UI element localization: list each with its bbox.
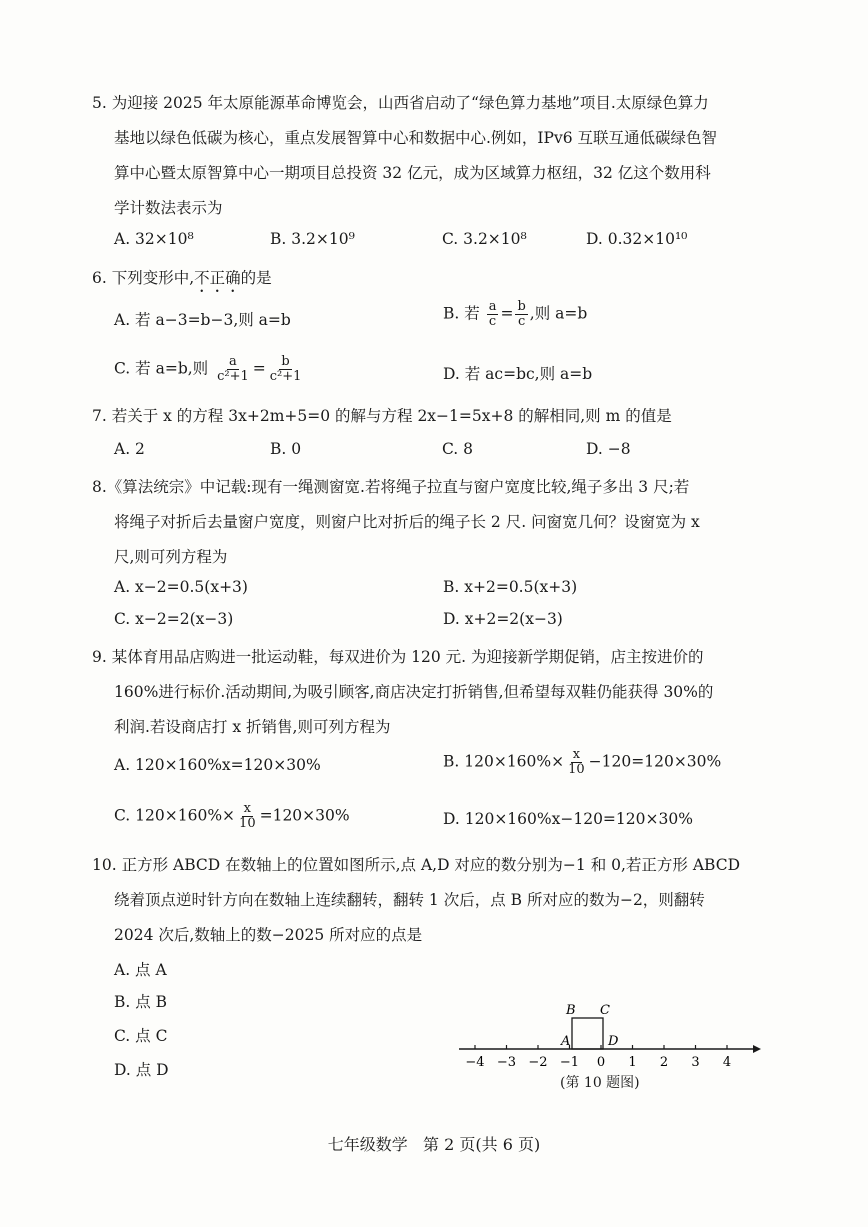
tick-label: −4 — [465, 1055, 485, 1070]
question-10-option-d: D. 点 D — [114, 1061, 169, 1079]
number-line-arrow-icon — [753, 1045, 761, 1053]
tick-label: −3 — [496, 1055, 517, 1070]
question-5-line-1: 5. 为迎接 2025 年太原能源革命博览会，山西省启动了“绿色算力基地”项目.太原绿色算力 — [92, 94, 709, 112]
tick-label: 2 — [659, 1055, 669, 1070]
question-5-option-c: C. 3.2×10⁸ — [442, 230, 527, 248]
question-10-option-c: C. 点 C — [114, 1027, 168, 1045]
question-6-prefix: 6. 下列变形中, — [92, 269, 195, 287]
question-5-option-d: D. 0.32×10¹⁰ — [586, 230, 688, 248]
question-9-option-b: B. 120×160%× $\frac{x}{10}$ −120=120×30% — [443, 747, 722, 777]
question-6-suffix: 的是 — [240, 269, 272, 287]
question-5-line-2: 基地以绿色低碳为核心，重点发展智算中心和数据中心.例如，IPv6 互联互通低碳绿色智 — [114, 129, 718, 147]
tick-label: 0 — [596, 1055, 606, 1070]
vertex-label-c: C — [600, 1003, 610, 1018]
question-7-option-c: C. 8 — [442, 440, 474, 458]
question-6-emphasis: 不正确 — [194, 269, 241, 287]
question-7-option-a: A. 2 — [114, 440, 145, 458]
tick-label: 1 — [628, 1055, 637, 1070]
vertex-label-b: B — [566, 1003, 576, 1018]
question-10-option-a: A. 点 A — [114, 961, 167, 979]
question-9-option-d: D. 120×160%x−120=120×30% — [443, 810, 693, 828]
question-9-option-c: C. 120×160%× $\frac{x}{10}$ =120×30% — [114, 801, 350, 831]
question-10-option-b: B. 点 B — [114, 993, 168, 1011]
question-8-option-b: B. x+2=0.5(x+3) — [443, 578, 578, 596]
question-5-option-a: A. 32×10⁸ — [114, 230, 194, 248]
tick-label: −2 — [528, 1055, 548, 1070]
fraction: $\frac{b}{\text{c²+1}}$ — [269, 354, 302, 384]
question-8-option-c: C. x−2=2(x−3) — [114, 610, 234, 628]
question-10-line-2: 绕着顶点逆时针方向在数轴上连续翻转，翻转 1 次后，点 B 所对应的数为−2，则翻转 — [114, 891, 705, 909]
vertex-label-d: D — [608, 1034, 619, 1049]
question-6-stem — [92, 266, 272, 296]
fraction: $\frac{x}{10}$ — [568, 747, 585, 777]
question-10-line-1: 10. 正方形 ABCD 在数轴上的位置如图所示,点 A,D 对应的数分别为−1 和 0,若正方形 ABCD — [92, 856, 740, 874]
tick-label: −1 — [559, 1055, 580, 1070]
question-7-stem: 7. 若关于 x 的方程 3x+2m+5=0 的解与方程 2x−1=5x+8 的解相同,则 m 的值是 — [92, 407, 672, 425]
question-8-option-d: D. x+2=2(x−3) — [443, 610, 563, 628]
question-9-option-a: A. 120×160%x=120×30% — [114, 756, 321, 774]
question-8-line-1: 8.《算法统宗》中记载:现有一绳测窗宽.若将绳子拉直与窗户宽度比较,绳子多出 3 尺;若 — [92, 478, 690, 496]
figure-caption: (第 10 题图) — [560, 1075, 640, 1091]
question-5-line-3: 算中心暨太原智算中心一期项目总投资 32 亿元，成为区域算力枢纽，32 亿这个数用科 — [114, 164, 711, 182]
question-8-line-2: 将绳子对折后去量窗户宽度，则窗户比对折后的绳子长 2 尺. 问窗宽几何？设窗宽为 x — [114, 513, 700, 531]
question-5 — [92, 86, 792, 226]
question-9-line-3: 利润.若设商店打 x 折销售,则可列方程为 — [114, 718, 391, 736]
fraction: $\frac{b}{c}$ — [517, 299, 526, 329]
question-8-option-a: A. x−2=0.5(x+3) — [114, 578, 248, 596]
question-7-option-d: D. −8 — [586, 440, 631, 458]
fraction: $\frac{a}{c}$ — [488, 299, 497, 329]
question-9-line-1: 9. 某体育用品店购进一批运动鞋，每双进价为 120 元. 为迎接新学期促销，店主按进价的 — [92, 648, 704, 666]
vertex-label-a: A — [561, 1034, 571, 1049]
question-10 — [92, 848, 792, 953]
square-abcd — [572, 1018, 603, 1049]
number-line-figure — [455, 1000, 765, 1072]
tick-label: 3 — [691, 1055, 700, 1070]
question-9 — [92, 640, 792, 745]
question-6-option-a: A. 若 a−3=b−3,则 a=b — [114, 311, 291, 329]
question-10-line-3: 2024 次后,数轴上的数−2025 所对应的点是 — [114, 926, 423, 944]
question-6-option-c: C. 若 a=b,则 $\frac{a}{\text{c²+1}}$ = $\frac{b}{\text{c²+1}}$ — [114, 354, 302, 384]
page-footer: 七年级数学 第 2 页(共 6 页) — [327, 1135, 541, 1154]
question-6-option-b: B. 若 $\frac{a}{c}$ = $\frac{b}{c}$ ,则 a=b — [443, 299, 588, 329]
question-8 — [92, 470, 792, 575]
question-5-option-b: B. 3.2×10⁹ — [270, 230, 355, 248]
question-9-line-2: 160%进行标价.活动期间,为吸引顾客,商店决定打折销售,但希望每双鞋仍能获得 30%的 — [114, 683, 714, 701]
question-5-line-4: 学计数法表示为 — [114, 199, 223, 217]
question-6-option-d: D. 若 ac=bc,则 a=b — [443, 365, 593, 383]
fraction: $\frac{a}{\text{c²+1}}$ — [217, 354, 249, 384]
question-8-line-3: 尺,则可列方程为 — [114, 548, 228, 566]
tick-label: 4 — [722, 1055, 732, 1070]
question-7-option-b: B. 0 — [270, 440, 302, 458]
fraction: $\frac{x}{10}$ — [239, 801, 256, 831]
